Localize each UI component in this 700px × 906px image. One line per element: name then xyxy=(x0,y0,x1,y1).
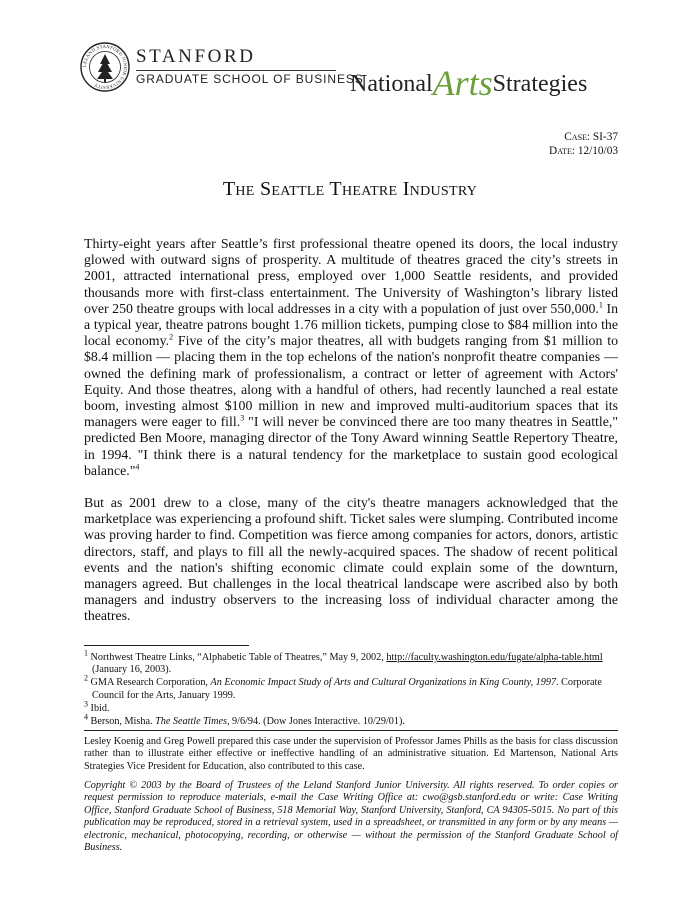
national-arts-strategies-logo xyxy=(350,58,588,103)
footnote-number: 2 xyxy=(84,674,88,684)
footnote-text: GMA Research Corporation, xyxy=(88,677,211,689)
body-text xyxy=(84,236,618,641)
footnote-4 xyxy=(84,712,618,728)
gsb-wordmark: GRADUATE SCHOOL OF BUSINESS xyxy=(136,72,364,86)
credits-divider xyxy=(84,730,618,731)
footnote-ref-1[interactable]: 1 xyxy=(598,300,603,310)
footnote-2 xyxy=(84,674,618,701)
footnote-ref-3[interactable]: 3 xyxy=(240,413,245,423)
footnote-3 xyxy=(84,699,618,715)
footnote-text: Northwest Theatre Links, “Alphabetic Table of Theatres,” May 9, 2002, xyxy=(88,652,387,663)
footnote-number: 4 xyxy=(84,712,88,722)
footnotes xyxy=(84,648,618,729)
svg-text:LELAND STANFORD JUNIOR UNIVERS: LELAND STANFORD JUNIOR UNIVERSITY xyxy=(81,43,129,91)
case-info xyxy=(549,130,618,158)
p1-part-c: Five of the city’s major theatres, all with budgets ranging from $1 million to $8.4 million — placing them in the top echelons of the nation's nonprofit theatre companies — owned the defining mark of professionalism, a contract or letter of agreement with Actors' Equity. And those theatres, along with a handful of others, had recently launched a real estate boom, investing almost $100 million in new and improved multi-auditorium spaces that its managers were eager to fill. xyxy=(84,333,619,430)
document-title: The Seattle Theatre Industry xyxy=(222,178,478,200)
paragraph-1 xyxy=(84,236,618,479)
footnote-text: . Corporate Council for the Arts, January 1999. xyxy=(92,677,602,701)
footnote-text: , 9/6/94. (Dow Jones Interactive. 10/29/01). xyxy=(226,716,405,728)
case-number: SI-37 xyxy=(592,131,618,143)
case-date: 12/10/03 xyxy=(577,145,618,157)
nas-arts-word: Arts xyxy=(432,63,493,103)
paragraph-2: But as 2001 drew to a close, many of the city's theatre managers acknowledged that the marketplace was experiencing a profound shift. Ticket sales were slumping. Contributed income was proving harder to find. Competition was fierce among companies for actors, donors, artistic directors, staff, and plays to fill all the newly-acquired spaces. The shadow of recent political events and the nation's shifting economic climate could explain some of the downturn, managers agreed. But challenges in the local theatrical landscape were ascribed also by both managers and industry observers to the increasing loss of individual character among the theatres. xyxy=(84,495,619,624)
page-header xyxy=(80,38,620,102)
copyright-notice: Copyright © 2003 by the Board of Trustees of the Leland Stanford Junior University. All rights reserved. To order copies or request permission to reproduce materials, e-mail the Case Writing Office at: cwo@gsb.stanford.edu or write: Case Writing Office, Stanford Graduate School of Business, 518 Memorial Way, Stanford University, Stanford, CA 94305-5015. No part of this publication may be reproduced, stored in a retrieval system, used in a spreadsheet, or transmitted in any form or by any means — electronic, mechanical, photocopying, recording, or otherwise — without the permission of the Stanford Graduate School of Business. xyxy=(84,780,618,854)
footnote-number: 1 xyxy=(84,648,88,658)
case-credits: Lesley Koenig and Greg Powell prepared this case under the supervision of Professor James Phills as the basis for class discussion rather than to illustrate either effective or ineffective handling of an administrative situation. Ed Martenson, National Arts Strategies Vice President for Education, also contributed to this case. xyxy=(84,736,618,772)
nas-national-word: National xyxy=(350,71,433,97)
case-date-line xyxy=(549,144,618,158)
p1-part-b: In a typical year, theatre patrons bought 1.76 million tickets, pumping close to $84 million into the local economy. xyxy=(84,300,618,349)
footnote-link[interactable]: http://faculty.washington.edu/fugate/alpha-table.html xyxy=(386,652,603,663)
stanford-seal-logo xyxy=(80,42,130,92)
case-number-line xyxy=(549,130,618,144)
stanford-wordmark: STANFORD xyxy=(136,46,256,67)
footnote-number: 3 xyxy=(84,699,88,709)
p1-part-a: Thirty-eight years after Seattle’s first professional theatre opened its doors, the local industry glowed with outward signs of prosperity. A multitude of theatres graced the city’s streets in 2001, attracted international press, employed over 1,000 Seattle residents, and provided thousands more with first-class entertainment. The University of Washington’s library listed over 250 theatre groups with local addresses in a city with a population of just over 550,000. xyxy=(84,236,618,316)
footnote-text: Berson, Misha. xyxy=(88,716,156,728)
nas-strategies-word: Strategies xyxy=(492,71,588,97)
footnote-divider xyxy=(84,645,249,646)
footnote-italic-title: The Seattle Times xyxy=(155,716,227,728)
wordmark-divider xyxy=(136,70,336,71)
footnote-text: (January 16, 2003). xyxy=(92,664,172,676)
footnote-text: Ibid. xyxy=(88,702,110,714)
date-label: Date: xyxy=(549,145,575,157)
footnote-ref-4[interactable]: 4 xyxy=(135,462,140,472)
footnote-ref-2[interactable]: 2 xyxy=(169,332,174,342)
p1-part-d: "I will never be convinced there are too many theatres in Seattle," predicted Ben Moore, managing director of the Tony Award winning Seattle Repertory Theatre, in 1994. "I think there is a natural tendency for the marketplace to sustain good ecological balance." xyxy=(84,414,618,478)
footnote-1 xyxy=(84,648,618,676)
case-label: Case: xyxy=(564,131,591,143)
footnote-italic-title: An Economic Impact Study of Arts and Cultural Organizations in King County, 1997 xyxy=(210,677,557,689)
